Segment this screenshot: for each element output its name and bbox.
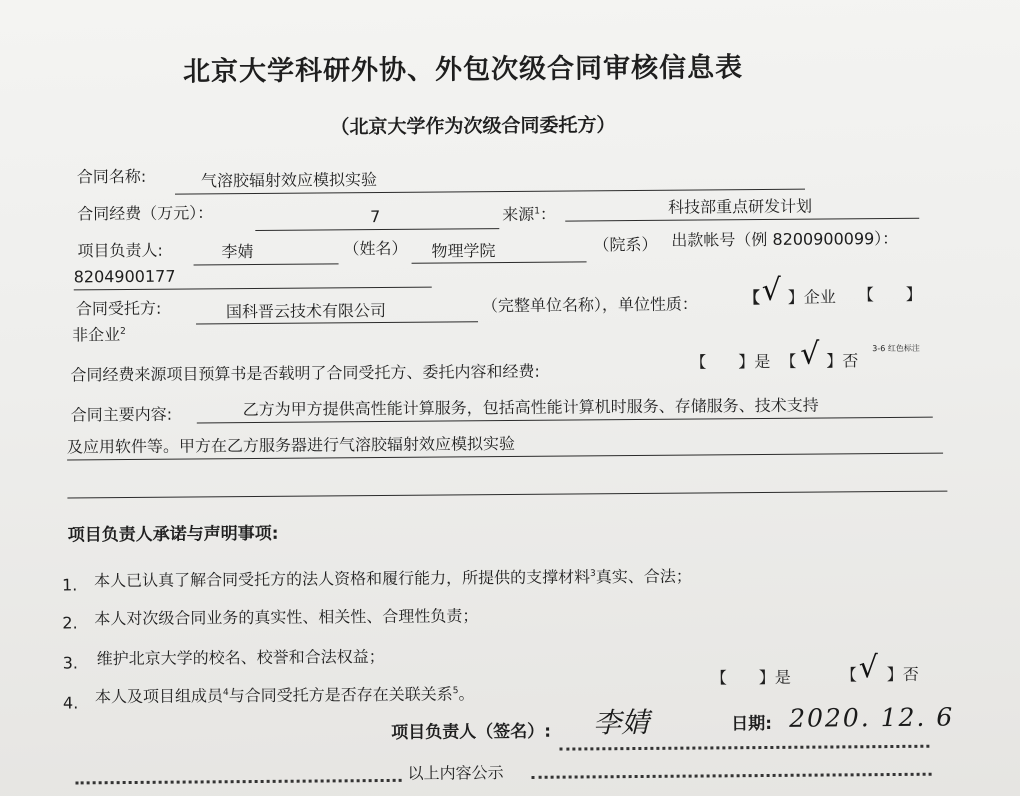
pledge-item-3: 维护北京大学的校名、校誉和合法权益； [96, 646, 385, 669]
content-line-2: 及应用软件等。甲方在乙方服务器进行气溶胶辐射效应模拟实验 [66, 433, 516, 457]
source-value: 科技部重点研发计划 [668, 196, 813, 217]
leader-name-underline [194, 263, 339, 265]
budget-no-open: 【 [780, 351, 797, 371]
content-line-1: 乙方为甲方提供高性能计算服务，包括高性能计算机时服务、存储服务、技术支持 [242, 395, 819, 420]
pledge-item-1: 本人已认真了解合同受托方的法人资格和履行能力，所提供的支撑材料$^3$真实、合法； [93, 566, 692, 591]
signature-dotted-line [559, 745, 929, 751]
dept-value: 物理学院 [431, 241, 496, 261]
fee-value: 7 [370, 207, 381, 227]
form-title: 北京大学科研外协、外包次级合同审核信息表 [182, 52, 744, 88]
form-subtitle: （北京大学作为次级合同委托方） [330, 114, 616, 139]
pledge-heading: 项目负责人承诺与声明事项: [67, 523, 279, 546]
content-label: 合同主要内容: [70, 404, 173, 425]
footer-dotted-line-left [76, 779, 402, 785]
account-underline [74, 287, 432, 291]
enterprise-open: 【 [743, 288, 760, 308]
budget-no-option: 】否 [826, 351, 859, 371]
non-enterprise-option: 非企业$^2$ [72, 325, 126, 345]
source-label: 来源$^1$： [502, 204, 557, 225]
budget-note: 3-6 红色标注 [872, 343, 920, 354]
non-enterprise-brackets: 【 】 [857, 284, 922, 305]
fee-label: 合同经费（万元）： [77, 203, 214, 224]
leader-name-value: 李婧 [221, 242, 254, 262]
contract-name-value: 气溶胶辐射效应模拟实验 [200, 170, 377, 191]
pledge-item-2: 本人对次级合同业务的真实性、相关性、合理性负责； [94, 606, 479, 629]
budget-no-check-mark: √ [800, 336, 820, 372]
pledge-item-3-number: 3. [62, 653, 79, 673]
date-value: 2020. 12. 6 [789, 702, 955, 733]
leader-label: 项目负责人: [77, 240, 163, 261]
leader-signature: 李婧 [593, 705, 650, 740]
budget-question: 合同经费来源项目预算书是否载明了合同受托方、委托内容和经费: [70, 361, 540, 385]
date-label: 日期: [731, 713, 773, 735]
source-underline [565, 218, 919, 222]
signature-label: 项目负责人（签名）: [391, 721, 552, 743]
dept-underline [412, 261, 587, 263]
q4-yes-option: 【 】是 [710, 667, 791, 688]
dept-paren: （院系） [593, 234, 658, 255]
footer-dotted-line-right [532, 773, 932, 779]
trustee-value: 国科晋云技术有限公司 [225, 300, 387, 322]
account-value: 8204900177 [73, 266, 176, 287]
pledge-item-2-number: 2. [62, 613, 78, 633]
trustee-paren: （完整单位名称），单位性质： [481, 294, 698, 316]
public-notice-text: 以上内容公示 [407, 763, 504, 783]
enterprise-check-mark: √ [761, 272, 782, 309]
name-paren: （姓名） [343, 238, 408, 259]
pledge-item-4: 本人及项目组成员$^4$与合同受托方是否存在关联关系$^5$。 [94, 684, 475, 707]
account-label: 出款帐号（例 8200900099）： [671, 228, 899, 250]
pledge-item-1-number: 1. [62, 575, 78, 595]
contract-name-label: 合同名称: [76, 166, 147, 187]
trustee-underline [196, 321, 478, 324]
fee-underline [255, 228, 499, 231]
q4-no-option: 】否 [886, 664, 919, 685]
enterprise-option: 】企业 [787, 287, 836, 307]
trustee-label: 合同受托方: [75, 298, 162, 319]
q4-no-check-mark: √ [858, 650, 879, 686]
budget-yes-option: 【 】是 [690, 351, 771, 372]
pledge-item-4-number: 4. [62, 693, 79, 713]
content-underline-3 [67, 491, 947, 499]
q4-no-open: 【 [840, 665, 857, 685]
